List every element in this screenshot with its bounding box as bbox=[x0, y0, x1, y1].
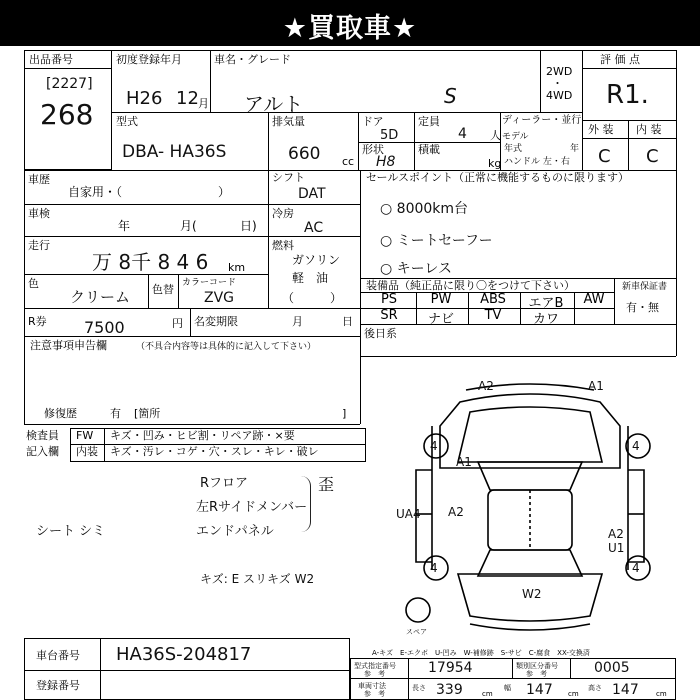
cap-unit: 人 bbox=[490, 129, 501, 142]
weight-unit: kg bbox=[488, 157, 502, 170]
lot-divider bbox=[24, 68, 112, 69]
door-value: 5D bbox=[380, 128, 399, 143]
notes-right bbox=[360, 336, 361, 424]
equip-navi: ナビ bbox=[427, 312, 454, 327]
type-num-value: 17954 bbox=[428, 660, 473, 676]
score-value: R1. bbox=[606, 80, 649, 110]
diag-label-12: W2 bbox=[522, 587, 542, 601]
car-diagram bbox=[370, 362, 690, 642]
diag-label-10: 4 bbox=[430, 561, 438, 575]
type-num-label: 型式指定番号 bbox=[354, 662, 396, 670]
inspect-label: 車検 bbox=[28, 207, 50, 220]
repair-place: [箇所 bbox=[134, 407, 161, 420]
col-sales-left bbox=[360, 170, 361, 356]
row-model-top bbox=[112, 112, 582, 113]
height-label: 高さ bbox=[588, 684, 602, 692]
col-colorcode-left bbox=[178, 274, 179, 308]
drive-4wd: 4WD bbox=[546, 89, 573, 102]
length-unit: cm bbox=[482, 690, 493, 698]
equip-row2-bottom bbox=[360, 324, 676, 325]
col-disp-left bbox=[268, 112, 269, 170]
chassis-label: 車台番号 bbox=[36, 649, 80, 662]
diag-label-3: A1 bbox=[456, 455, 472, 469]
diag-label-4: 4 bbox=[430, 439, 438, 453]
col-cap-left bbox=[414, 112, 415, 170]
reg-month-unit: 月 bbox=[198, 97, 209, 110]
name-change-month: 月 bbox=[292, 315, 303, 328]
remark-seat: シート シミ bbox=[36, 524, 106, 539]
reg-year: H26 bbox=[126, 88, 163, 109]
repair-close: ] bbox=[342, 407, 347, 420]
aircon-value: AC bbox=[304, 220, 324, 236]
sales-right bbox=[676, 170, 677, 356]
col-namechange-left bbox=[190, 308, 191, 336]
equip-leather: カワ bbox=[532, 312, 559, 327]
width-value: 147 bbox=[526, 682, 553, 698]
name-label: 車名・グレード bbox=[214, 53, 291, 66]
recorder-label: 記入欄 bbox=[26, 445, 59, 458]
sales-point-2: ○ ミートセーフー bbox=[380, 233, 493, 249]
recycle-label: R券 bbox=[28, 315, 47, 328]
drive-dot: ・ bbox=[552, 77, 563, 90]
sales-point-3: ○ キーレス bbox=[380, 261, 452, 277]
car-rear-bumper bbox=[470, 624, 590, 630]
sales-point-1-text: 8000km台 bbox=[396, 201, 469, 217]
frame-right bbox=[676, 50, 677, 170]
width-unit: cm bbox=[568, 690, 579, 698]
exterior-value: C bbox=[598, 146, 611, 167]
name-value: アルト bbox=[244, 92, 304, 116]
inspect-month: 月( bbox=[180, 219, 197, 233]
chassis-value: HA36S-204817 bbox=[116, 644, 252, 665]
fuel-label: 燃料 bbox=[272, 239, 294, 252]
name-change-day: 日 bbox=[342, 315, 353, 328]
car-spare-wheel bbox=[406, 598, 430, 622]
car-hood bbox=[458, 407, 602, 462]
mileage-label: 走行 bbox=[28, 239, 50, 252]
spec-col2 bbox=[512, 658, 513, 678]
color-alt-label: 色替 bbox=[152, 283, 174, 296]
sales-point-3-text: キーレス bbox=[396, 261, 452, 277]
row-notes-bottom bbox=[24, 424, 360, 425]
score-divider3 bbox=[582, 138, 676, 139]
guarantee-value: 有・無 bbox=[626, 301, 659, 314]
equip-guarantee-left bbox=[614, 278, 615, 324]
after-bottom bbox=[360, 356, 676, 357]
sales-label: セールスポイント（正常に機能するものに限ります） bbox=[366, 171, 630, 184]
remark-brace bbox=[300, 476, 311, 532]
model-label: 型式 bbox=[116, 115, 138, 128]
equip-abs: ABS bbox=[480, 292, 506, 307]
chassis-mid bbox=[24, 670, 350, 671]
equip-pw: PW bbox=[430, 292, 452, 307]
car-side-right-door bbox=[628, 470, 644, 562]
length-label: 長さ bbox=[412, 684, 426, 692]
score-divider2 bbox=[582, 120, 676, 121]
sales-point-1: ○ 8000km台 bbox=[380, 201, 469, 217]
score-divider bbox=[582, 68, 676, 69]
disp-label: 排気量 bbox=[272, 115, 305, 128]
row-notes-top bbox=[24, 336, 360, 337]
usage-label: 車歴 bbox=[28, 173, 50, 186]
weight-label: 積載 bbox=[418, 143, 440, 156]
score-mid bbox=[628, 120, 629, 170]
usage-value: 自家用・（ ） bbox=[68, 185, 231, 199]
class-value: 0005 bbox=[594, 660, 630, 676]
color-code-value: ZVG bbox=[204, 290, 235, 306]
interior-label: 内 装 bbox=[636, 123, 662, 136]
reg-num-label: 登録番号 bbox=[36, 679, 80, 692]
remark-line4: キズ: E スリキズ W2 bbox=[200, 572, 315, 586]
equip-col1 bbox=[416, 292, 417, 324]
legend-col bbox=[104, 428, 105, 462]
inspect-year: 年 bbox=[118, 219, 131, 233]
legend-row1: キズ・凹み・ヒビ割・リペア跡・×要 bbox=[110, 429, 295, 442]
lot-sub: [2227] bbox=[46, 76, 93, 92]
name-change-label: 名変期限 bbox=[194, 315, 238, 328]
recycle-unit: 円 bbox=[172, 317, 183, 330]
equip-col2 bbox=[468, 292, 469, 324]
dims-label: 車両寸法 bbox=[358, 682, 386, 690]
diag-label-11: 4 bbox=[632, 561, 640, 575]
mileage-value: 万 8千 8 4 6 bbox=[92, 250, 209, 274]
shape-value: H8 bbox=[376, 154, 396, 170]
diag-label-9: U1 bbox=[608, 541, 625, 555]
inspector-label: 検査員 bbox=[26, 429, 59, 442]
shift-label: シフト bbox=[272, 171, 305, 184]
equip-sr: SR bbox=[380, 308, 398, 323]
row-recycle-top bbox=[24, 308, 360, 309]
legend-inside: 内装 bbox=[76, 445, 98, 458]
remark-line2: 左Rサイドメンバー bbox=[196, 500, 308, 515]
notes-sub: （不具合内容等は具体的に記入して下さい） bbox=[136, 342, 317, 352]
handle-label: ハンドル 左・右 bbox=[504, 157, 570, 167]
chassis-col bbox=[100, 638, 101, 700]
ref-label-2: 参 考 bbox=[526, 670, 547, 678]
class-label: 類別区分番号 bbox=[516, 662, 558, 670]
repair-label: 修復歴 bbox=[44, 407, 77, 420]
length-value: 339 bbox=[436, 682, 463, 698]
remark-stamp: 歪 bbox=[318, 475, 335, 494]
year-label: 年式 bbox=[504, 144, 523, 154]
diag-label-1: A2 bbox=[478, 379, 494, 393]
car-windshield bbox=[478, 462, 582, 490]
row-mileage-top bbox=[24, 236, 360, 237]
fuel-opt3: （ ） bbox=[282, 291, 343, 305]
fuel-opt1: ガソリン bbox=[292, 253, 341, 267]
spare-label: スペア bbox=[406, 628, 427, 636]
shape-label: 形状 bbox=[362, 143, 384, 156]
lot-label: 出品番号 bbox=[29, 53, 73, 66]
remark-line3: エンドパネル bbox=[196, 524, 274, 539]
diag-label-6: UA4 bbox=[396, 507, 421, 521]
dealer-label: ディーラー・並行 bbox=[502, 115, 582, 126]
equip-aw: AW bbox=[583, 292, 605, 307]
mileage-unit: km bbox=[228, 261, 246, 274]
ref-label-3: 参 考 bbox=[364, 690, 385, 698]
row-inspect-top bbox=[24, 204, 360, 205]
notes-label: 注意事項申告欄 bbox=[30, 339, 107, 352]
reg-label: 初度登録年月 bbox=[116, 53, 182, 66]
diag-label-8: A2 bbox=[608, 527, 624, 541]
model-value: DBA- HA36S bbox=[122, 142, 227, 162]
door-label: ドア bbox=[362, 115, 384, 128]
equip-label: 装備品（純正品に限り〇をつけて下さい） bbox=[366, 279, 575, 292]
recycle-value: 7500 bbox=[84, 318, 125, 337]
spec-mid bbox=[350, 678, 676, 679]
spec-col1 bbox=[408, 658, 409, 700]
color-code-label: カラーコード bbox=[182, 278, 237, 288]
height-value: 147 bbox=[612, 682, 639, 698]
col-shift-left bbox=[268, 170, 269, 308]
interior-value: C bbox=[646, 146, 659, 167]
reg-month: 12 bbox=[176, 88, 199, 109]
height-unit: cm bbox=[656, 690, 667, 698]
cap-label: 定員 bbox=[418, 115, 440, 128]
equip-airbag: エアB bbox=[528, 296, 564, 311]
col-drive-left bbox=[540, 50, 541, 112]
guarantee-label: 新車保証書 bbox=[622, 282, 668, 292]
disp-value: 660 bbox=[288, 144, 321, 164]
color-label: 色 bbox=[28, 277, 39, 290]
legend-fw: FW bbox=[76, 429, 94, 442]
col-coloralt-left bbox=[148, 274, 149, 308]
equip-ps: PS bbox=[380, 292, 398, 307]
drive-2wd: 2WD bbox=[546, 65, 573, 78]
col-dealer-left bbox=[500, 112, 501, 170]
ref-label-1: 参 考 bbox=[364, 670, 385, 678]
model-year-label: モデル bbox=[502, 132, 529, 142]
header-title: ★買取車★ bbox=[282, 13, 418, 44]
sales-point-2-text: ミートセーフー bbox=[396, 233, 493, 249]
frame-top bbox=[24, 50, 676, 51]
exterior-label: 外 装 bbox=[588, 123, 614, 136]
legend-row2: キズ・汚レ・コゲ・穴・スレ・キレ・破レ bbox=[110, 445, 319, 458]
cap-value: 4 bbox=[458, 126, 467, 142]
diag-label-7: A2 bbox=[448, 505, 464, 519]
score-label: 評 価 点 bbox=[600, 53, 640, 66]
width-label: 幅 bbox=[504, 684, 511, 692]
diag-label-5: 4 bbox=[632, 439, 640, 453]
aircon-label: 冷房 bbox=[272, 207, 294, 220]
inspect-day: 日) bbox=[240, 219, 257, 233]
car-rear-window bbox=[478, 550, 582, 576]
lot-number: 268 bbox=[40, 98, 94, 131]
shift-value: DAT bbox=[298, 186, 326, 202]
equip-col3 bbox=[520, 292, 521, 324]
remark-line1: Rフロア bbox=[200, 476, 249, 491]
equip-tv: TV bbox=[484, 308, 502, 323]
disp-unit: cc bbox=[342, 155, 355, 168]
color-value: クリーム bbox=[70, 288, 131, 306]
grade-value: S bbox=[444, 84, 457, 108]
col-door-left bbox=[358, 112, 359, 170]
after-label: 後日系 bbox=[364, 327, 397, 340]
year-unit: 年 bbox=[570, 144, 580, 154]
repair-value: 有 bbox=[110, 407, 121, 420]
code-legend: A-キズ E-エクボ U-凹み W-補修跡 S-サビ C-腐食 XX-交換済 bbox=[372, 649, 590, 657]
spec-col3 bbox=[570, 658, 571, 678]
fuel-opt2: 軽 油 bbox=[292, 271, 329, 285]
diag-label-2: A1 bbox=[588, 379, 604, 393]
col-reg-right bbox=[210, 50, 211, 112]
